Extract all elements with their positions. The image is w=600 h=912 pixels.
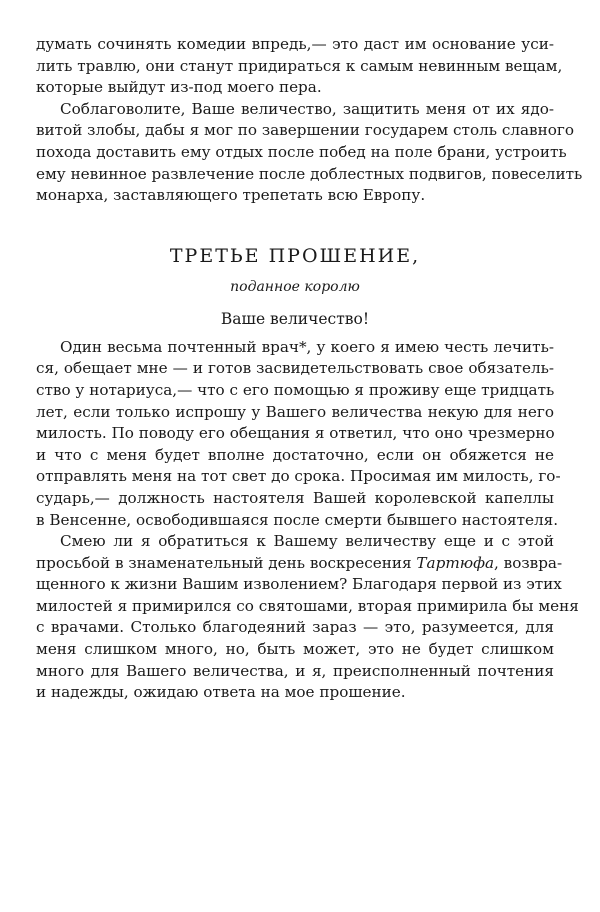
text-line: витой злобы, дабы я мог по завершении государем столь славного (36, 121, 574, 140)
paragraph-1 (36, 34, 563, 99)
text-line: ство у нотариуса,— что с его помощью я проживу еще тридцать (36, 380, 555, 399)
play-title: Тартюфа (416, 553, 495, 572)
text-line: лет, если только испрошу у Вашего величества некую для него (36, 402, 554, 421)
text-line: похода доставить ему отдых после побед на поле брани, устроить (36, 142, 567, 161)
text-segment: , возвра- (494, 553, 563, 572)
text-line: ся, обещает мне — и готов засвидетельствовать свое обязатель- (36, 359, 554, 378)
text-line: милость. По поводу его обещания я ответил, что оно чрезмерно (36, 424, 555, 443)
text-line: меня слишком много, но, быть может, это не будет слишком (36, 640, 554, 659)
text-line: Смею ли я обратиться к Вашему величеству еще и с этой (60, 532, 554, 551)
text-line: сударь,— должность настоятеля Вашей королевской капеллы (36, 488, 554, 507)
text-line (36, 553, 563, 575)
text-line: Один весьма почтенный врач*, у коего я имею честь лечить- (60, 337, 554, 356)
text-line: думать сочинять комедии впредь,— это даст им основание уси- (36, 35, 554, 53)
paragraph-4 (36, 531, 579, 704)
paragraph-2 (36, 99, 583, 207)
text-line: и надежды, ожидаю ответа на мое прошение. (36, 683, 406, 702)
paragraph-3 (36, 337, 561, 531)
section-subtitle: поданное королю (230, 278, 360, 295)
text-line: отправлять меня на тот свет до срока. Просимая им милость, го- (36, 467, 561, 486)
text-line: лить травлю, они станут придираться к самым невинным вещам, (36, 56, 563, 75)
text-line: и что с меня будет вполне достаточно, если он обяжется не (36, 445, 554, 464)
text-line: монарха, заставляющего трепетать всю Европу. (36, 186, 426, 205)
greeting: Ваше величество! (220, 309, 370, 328)
text-line: Соблаговолите, Ваше величество, защитить меня от их ядо- (60, 99, 554, 118)
text-line: ему невинное развлечение после доблестных подвигов, повеселить (36, 164, 583, 183)
section-title: ТРЕТЬЕ ПРОШЕНИЕ, (169, 244, 421, 267)
text-line: с врачами. Столько благодеяний зараз — это, разумеется, для (36, 618, 554, 637)
text-line: много для Вашего величества, и я, преисполненный почтения (36, 661, 554, 680)
text-segment: просьбой в знаменательный день воскресения (36, 553, 417, 572)
text-line: щенного к жизни Вашим изволением? Благодаря первой из этих (36, 575, 562, 594)
text-line: милостей я примирился со святошами, вторая примирила бы меня (36, 596, 579, 615)
text-line: в Венсенне, освободившаяся после смерти бывшего настоятеля. (36, 510, 559, 529)
document-page (36, 34, 583, 704)
text-line: которые выйдут из-под моего пера. (36, 78, 322, 97)
